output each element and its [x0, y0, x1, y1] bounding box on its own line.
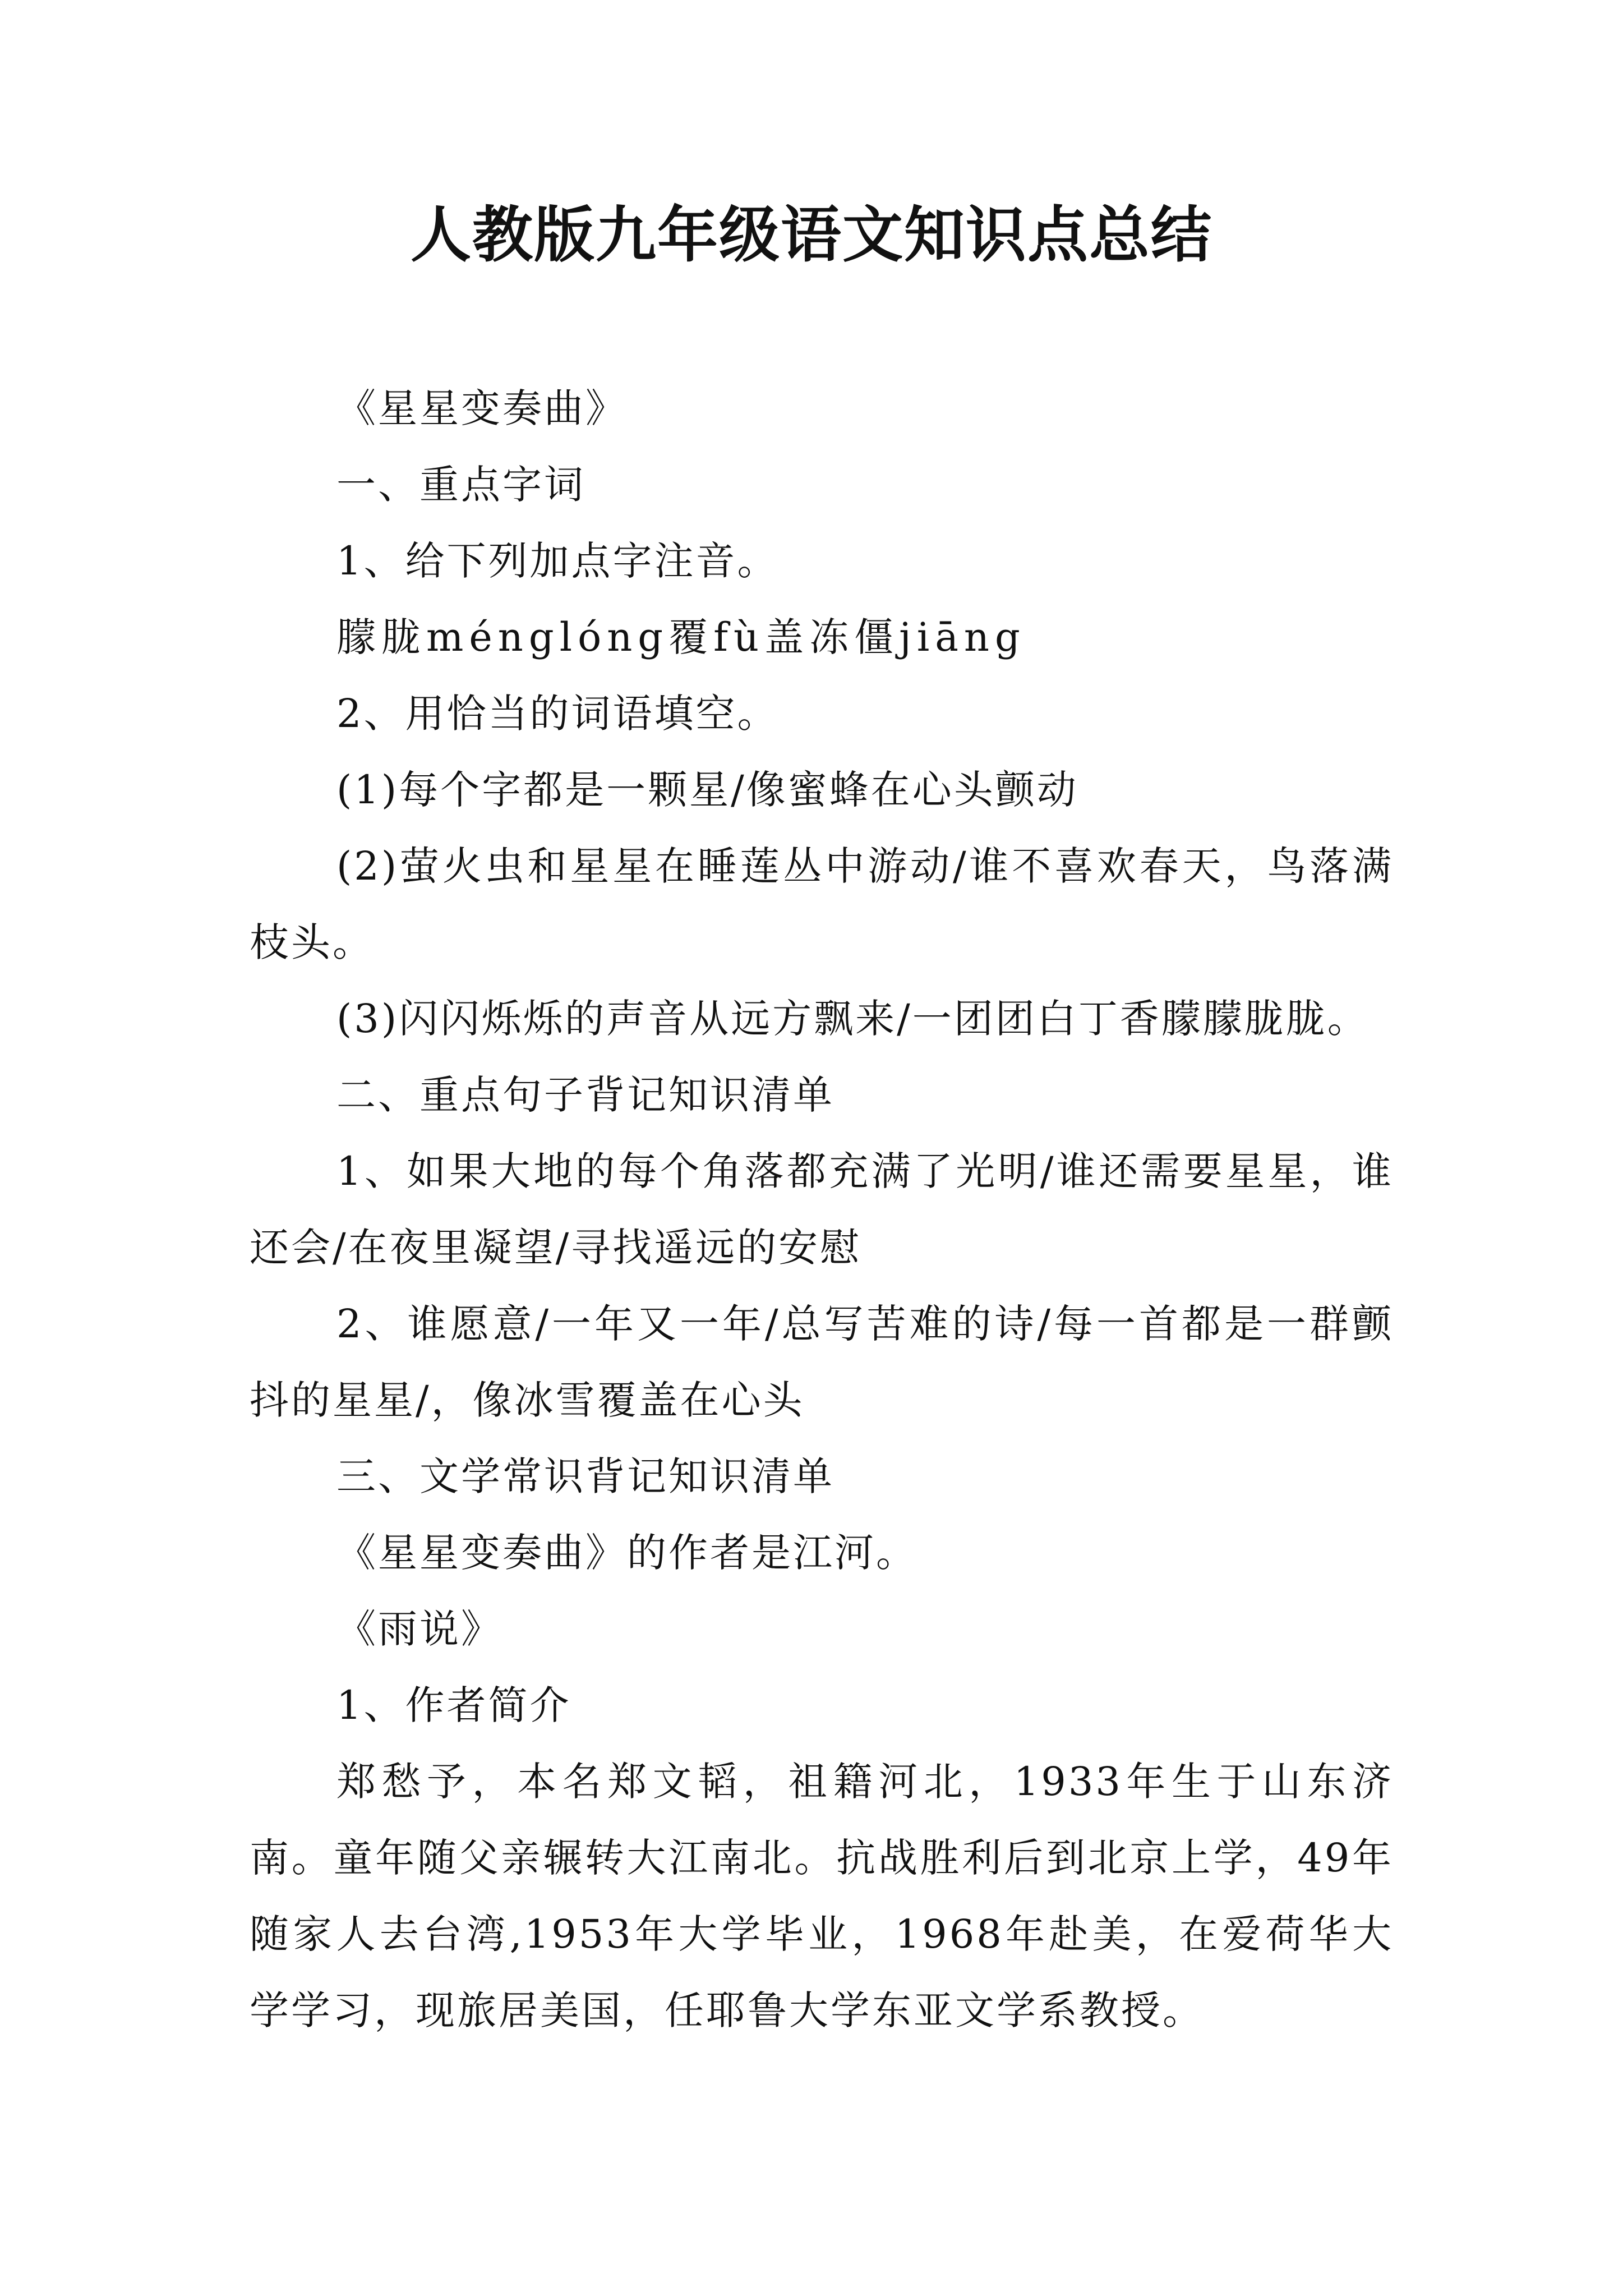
paragraph-pinyin-answers: 朦胧ménglóng覆fù盖冻僵jiāng — [336, 614, 1026, 660]
paragraph-section-title-yushuo: 《雨说》 — [336, 1606, 502, 1652]
paragraph-author-intro-heading: 1、作者简介 — [336, 1682, 571, 1728]
paragraph-sentence-2: 2、谁愿意/一年又一年/总写苦难的诗/每一首都是一群颤抖的星星/，像冰雪覆盖在心头 — [250, 1301, 1394, 1423]
paragraph-fill-2: (2)萤火虫和星星在睡莲丛中游动/谁不喜欢春天，鸟落满枝头。 — [250, 843, 1394, 965]
paragraph-fill-3: (3)闪闪烁烁的声音从远方飘来/一团团白丁香朦朦胧胧。 — [336, 996, 1369, 1042]
document-body — [250, 370, 1394, 2049]
document-title: 人教版九年级语文知识点总结 — [410, 200, 1212, 270]
paragraph-exercise-1: 1、给下列加点字注音。 — [336, 538, 779, 584]
paragraph-author-biography: 郑愁予，本名郑文韬，祖籍河北，1933年生于山东济南。童年随父亲辗转大江南北。抗战胜利后到北京上学，49年随家人去台湾,1953年大学毕业，1968年赴美，在爱荷华大学学习，现旅居美国，任耶鲁大学东亚文学系教授。 — [250, 1759, 1394, 2033]
paragraph-fill-1: (1)每个字都是一颗星/像蜜蜂在心头颤动 — [336, 767, 1078, 813]
paragraph-sentence-1: 1、如果大地的每个角落都充满了光明/谁还需要星星，谁还会/在夜里凝望/寻找遥远的安慰 — [250, 1148, 1394, 1271]
paragraph-author-fact: 《星星变奏曲》的作者是江河。 — [336, 1530, 917, 1576]
paragraph-heading-key-sentences: 二、重点句子背记知识清单 — [336, 1072, 834, 1118]
paragraph-section-title-xingxing: 《星星变奏曲》 — [336, 385, 627, 431]
paragraph-exercise-2: 2、用恰当的词语填空。 — [336, 691, 779, 737]
paragraph-heading-key-words: 一、重点字词 — [336, 462, 585, 508]
paragraph-heading-literature: 三、文学常识背记知识清单 — [336, 1453, 834, 1499]
